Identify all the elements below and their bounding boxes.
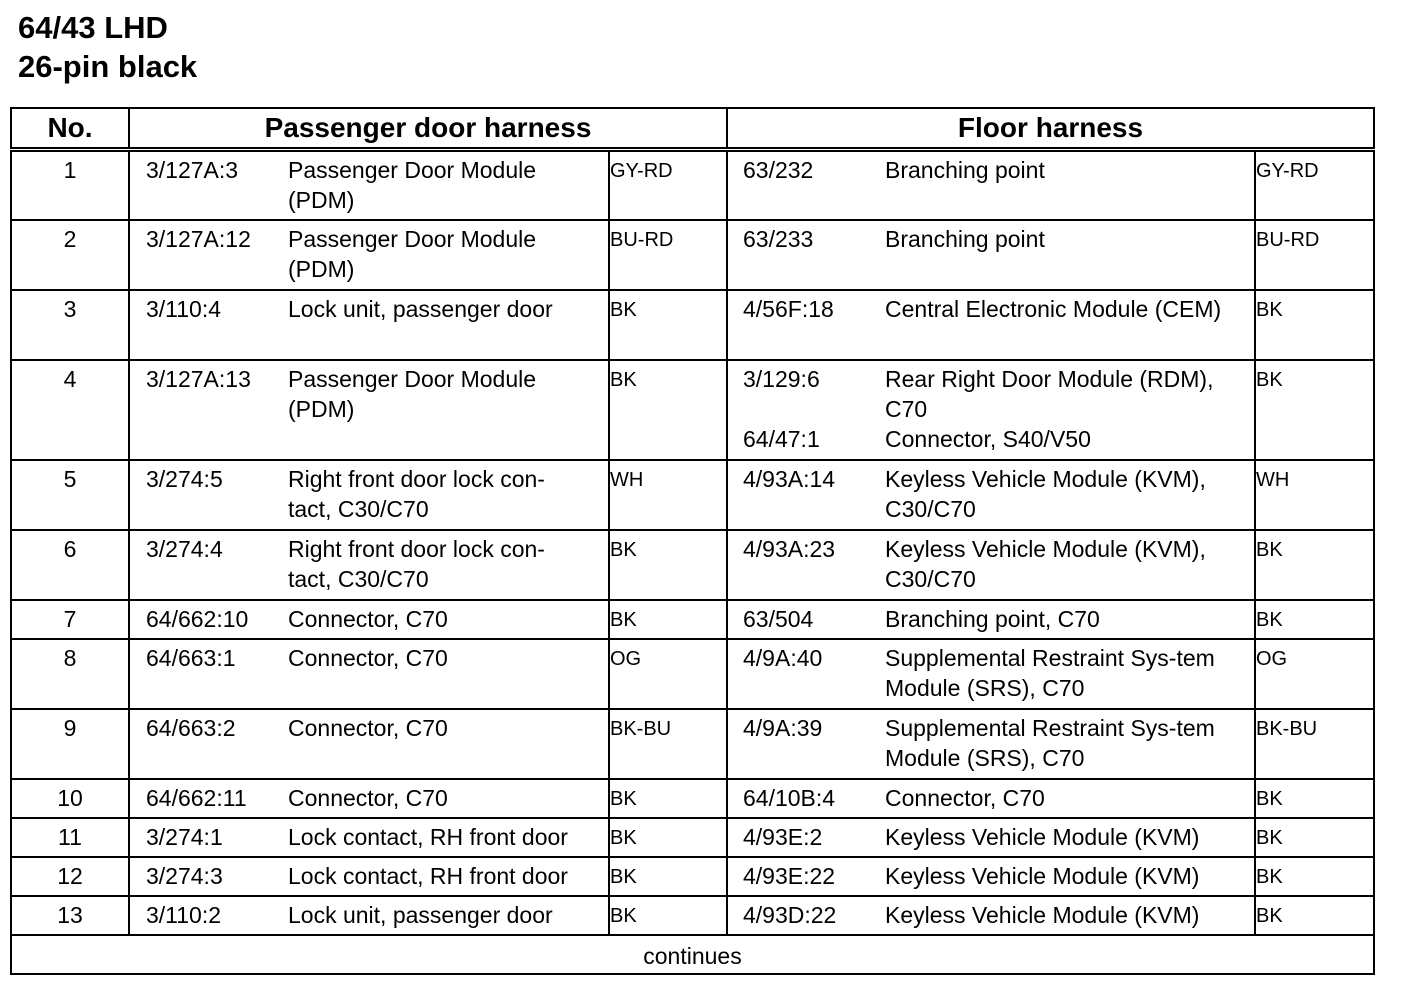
pin-number: 4	[11, 360, 129, 460]
floor-component-description: Keyless Vehicle Module (KVM), C30/C70	[885, 535, 1206, 592]
floor-wire-color: BK	[1255, 779, 1374, 818]
pin-number: 2	[11, 220, 129, 290]
table-row	[11, 290, 1374, 360]
passenger-wire-color: BK	[609, 530, 727, 600]
passenger-component-description: Connector, C70	[288, 714, 448, 741]
passenger-connector-code: 3/274:1	[146, 823, 223, 850]
passenger-connector-code: 3/127A:3	[146, 157, 239, 183]
pin-number: 9	[11, 709, 129, 779]
passenger-wire-cell	[129, 857, 609, 896]
pin-number: 3	[11, 290, 129, 360]
floor-connector-code: 4/93A:23	[743, 535, 836, 562]
passenger-component-description: Connector, C70	[288, 784, 448, 811]
floor-wire-color: BK	[1255, 600, 1374, 639]
passenger-wire-color: OG	[609, 639, 727, 709]
pin-number: 8	[11, 639, 129, 709]
header-no: No.	[11, 108, 129, 150]
passenger-wire-cell	[129, 360, 609, 460]
passenger-wire-cell	[129, 290, 609, 360]
passenger-connector-code: 3/127A:13	[146, 365, 251, 392]
passenger-connector-code: 64/662:10	[146, 605, 249, 632]
table-row	[11, 460, 1374, 530]
floor-wire-color: GY-RD	[1255, 150, 1374, 220]
floor-component-description: Connector, S40/V50	[885, 425, 1091, 452]
connector-id: 64/43 LHD	[18, 10, 168, 45]
table-row	[11, 360, 1374, 460]
harness-pin-table	[10, 107, 1375, 975]
passenger-wire-cell	[129, 709, 609, 779]
floor-component-description: Rear Right Door Module (RDM), C70	[885, 365, 1214, 422]
table-footer-row	[11, 935, 1374, 974]
floor-connector-code: 3/129:6	[743, 365, 820, 392]
passenger-wire-cell	[129, 150, 609, 220]
floor-wire-color: BK	[1255, 290, 1374, 360]
passenger-wire-color: BK	[609, 857, 727, 896]
passenger-component-description: Lock unit, passenger door	[288, 901, 553, 928]
pin-number: 5	[11, 460, 129, 530]
table-row	[11, 530, 1374, 600]
floor-component-description: Supplemental Restraint Sys-tem Module (SRS), C70	[885, 644, 1215, 701]
passenger-component-description: Connector, C70	[288, 644, 448, 671]
passenger-component-description: Right front door lock con-tact, C30/C70	[288, 535, 545, 592]
floor-wire-color: BK-BU	[1255, 709, 1374, 779]
passenger-wire-cell	[129, 896, 609, 935]
passenger-wire-color: BK	[609, 360, 727, 460]
passenger-wire-cell	[129, 220, 609, 290]
floor-wire-color: OG	[1255, 639, 1374, 709]
passenger-wire-color: BK	[609, 290, 727, 360]
table-row	[11, 709, 1374, 779]
floor-connector-code: 4/56F:18	[743, 295, 834, 322]
floor-wire-cell	[727, 460, 1255, 530]
floor-component-description: Connector, C70	[885, 784, 1045, 811]
passenger-connector-code: 3/274:4	[146, 535, 223, 562]
pin-number: 10	[11, 779, 129, 818]
passenger-connector-code: 3/274:5	[146, 465, 223, 492]
passenger-connector-code: 64/662:11	[146, 784, 247, 811]
passenger-component-description: Lock contact, RH front door	[288, 862, 568, 889]
passenger-connector-code: 3/110:4	[146, 295, 222, 322]
pin-number: 13	[11, 896, 129, 935]
table-row	[11, 896, 1374, 935]
table-body	[11, 150, 1374, 935]
table-row	[11, 779, 1374, 818]
table-row	[11, 150, 1374, 220]
floor-wire-cell	[727, 896, 1255, 935]
table-row	[11, 600, 1374, 639]
passenger-wire-cell	[129, 779, 609, 818]
floor-wire-cell	[727, 818, 1255, 857]
floor-wire-color: BK	[1255, 360, 1374, 460]
passenger-component-description: Passenger Door Module (PDM)	[288, 225, 537, 282]
floor-component-description: Keyless Vehicle Module (KVM), C30/C70	[885, 465, 1206, 522]
floor-component-description: Keyless Vehicle Module (KVM)	[885, 823, 1200, 850]
passenger-wire-cell	[129, 460, 609, 530]
passenger-wire-color: WH	[609, 460, 727, 530]
floor-component-description: Keyless Vehicle Module (KVM)	[885, 901, 1200, 928]
floor-component-description: Branching point	[885, 225, 1045, 252]
floor-component-description: Supplemental Restraint Sys-tem Module (SRS), C70	[885, 714, 1215, 771]
passenger-component-description: Right front door lock con-tact, C30/C70	[288, 465, 545, 522]
floor-component-description: Central Electronic Module (CEM)	[885, 295, 1222, 322]
floor-component-description: Keyless Vehicle Module (KVM)	[885, 862, 1200, 889]
passenger-component-description: Connector, C70	[288, 605, 448, 632]
passenger-component-description: Passenger Door Module (PDM)	[288, 157, 537, 213]
header-floor-harness: Floor harness	[727, 108, 1374, 150]
table-row	[11, 639, 1374, 709]
pin-number: 11	[11, 818, 129, 857]
passenger-component-description: Passenger Door Module (PDM)	[288, 365, 537, 422]
floor-wire-cell	[727, 530, 1255, 600]
table-row	[11, 857, 1374, 896]
floor-wire-cell	[727, 639, 1255, 709]
floor-wire-cell	[727, 360, 1255, 460]
passenger-wire-color: BU-RD	[609, 220, 727, 290]
passenger-wire-color: BK	[609, 600, 727, 639]
floor-wire-cell	[727, 220, 1255, 290]
passenger-connector-code: 64/663:2	[146, 714, 236, 741]
floor-wire-cell	[727, 709, 1255, 779]
pin-number: 1	[11, 150, 129, 220]
floor-wire-color: BK	[1255, 818, 1374, 857]
passenger-connector-code: 3/274:3	[146, 862, 223, 889]
passenger-wire-cell	[129, 639, 609, 709]
floor-connector-code: 63/232	[743, 157, 814, 183]
floor-wire-cell	[727, 857, 1255, 896]
floor-wire-cell	[727, 290, 1255, 360]
passenger-connector-code: 3/110:2	[146, 901, 222, 928]
connector-type: 26-pin black	[18, 49, 198, 84]
floor-connector-code: 4/9A:39	[743, 714, 823, 741]
document-title	[18, 8, 197, 86]
passenger-wire-color: BK	[609, 779, 727, 818]
floor-connector-code: 63/233	[743, 225, 814, 252]
floor-wire-color: WH	[1255, 460, 1374, 530]
passenger-wire-color: BK-BU	[609, 709, 727, 779]
pin-number: 7	[11, 600, 129, 639]
floor-connector-code: 64/47:1	[743, 425, 820, 452]
floor-connector-code: 4/93A:14	[743, 465, 836, 492]
floor-wire-cell	[727, 600, 1255, 639]
table-row	[11, 818, 1374, 857]
floor-connector-code: 4/93E:2	[743, 823, 823, 850]
passenger-connector-code: 3/127A:12	[146, 225, 251, 252]
floor-wire-color: BK	[1255, 857, 1374, 896]
floor-wire-color: BU-RD	[1255, 220, 1374, 290]
header-passenger-door-harness: Passenger door harness	[129, 108, 727, 150]
passenger-wire-cell	[129, 818, 609, 857]
floor-connector-code: 63/504	[743, 605, 814, 632]
floor-component-description: Branching point	[885, 157, 1045, 183]
table-header-row	[11, 108, 1374, 150]
pin-number: 6	[11, 530, 129, 600]
floor-component-description: Branching point, C70	[885, 605, 1100, 632]
floor-wire-cell	[727, 779, 1255, 818]
floor-wire-color: BK	[1255, 530, 1374, 600]
passenger-wire-cell	[129, 600, 609, 639]
floor-connector-code: 64/10B:4	[743, 784, 836, 811]
floor-connector-code: 4/93D:22	[743, 901, 837, 928]
floor-wire-color: BK	[1255, 896, 1374, 935]
passenger-wire-cell	[129, 530, 609, 600]
table-row	[11, 220, 1374, 290]
passenger-wire-color: BK	[609, 896, 727, 935]
floor-connector-code: 4/93E:22	[743, 862, 836, 889]
passenger-wire-color: BK	[609, 818, 727, 857]
passenger-component-description: Lock unit, passenger door	[288, 295, 553, 322]
pin-number: 12	[11, 857, 129, 896]
passenger-component-description: Lock contact, RH front door	[288, 823, 568, 850]
floor-connector-code: 4/9A:40	[743, 644, 823, 671]
continues-note: continues	[11, 935, 1374, 974]
floor-wire-cell	[727, 150, 1255, 220]
passenger-connector-code: 64/663:1	[146, 644, 236, 671]
passenger-wire-color: GY-RD	[609, 150, 727, 220]
